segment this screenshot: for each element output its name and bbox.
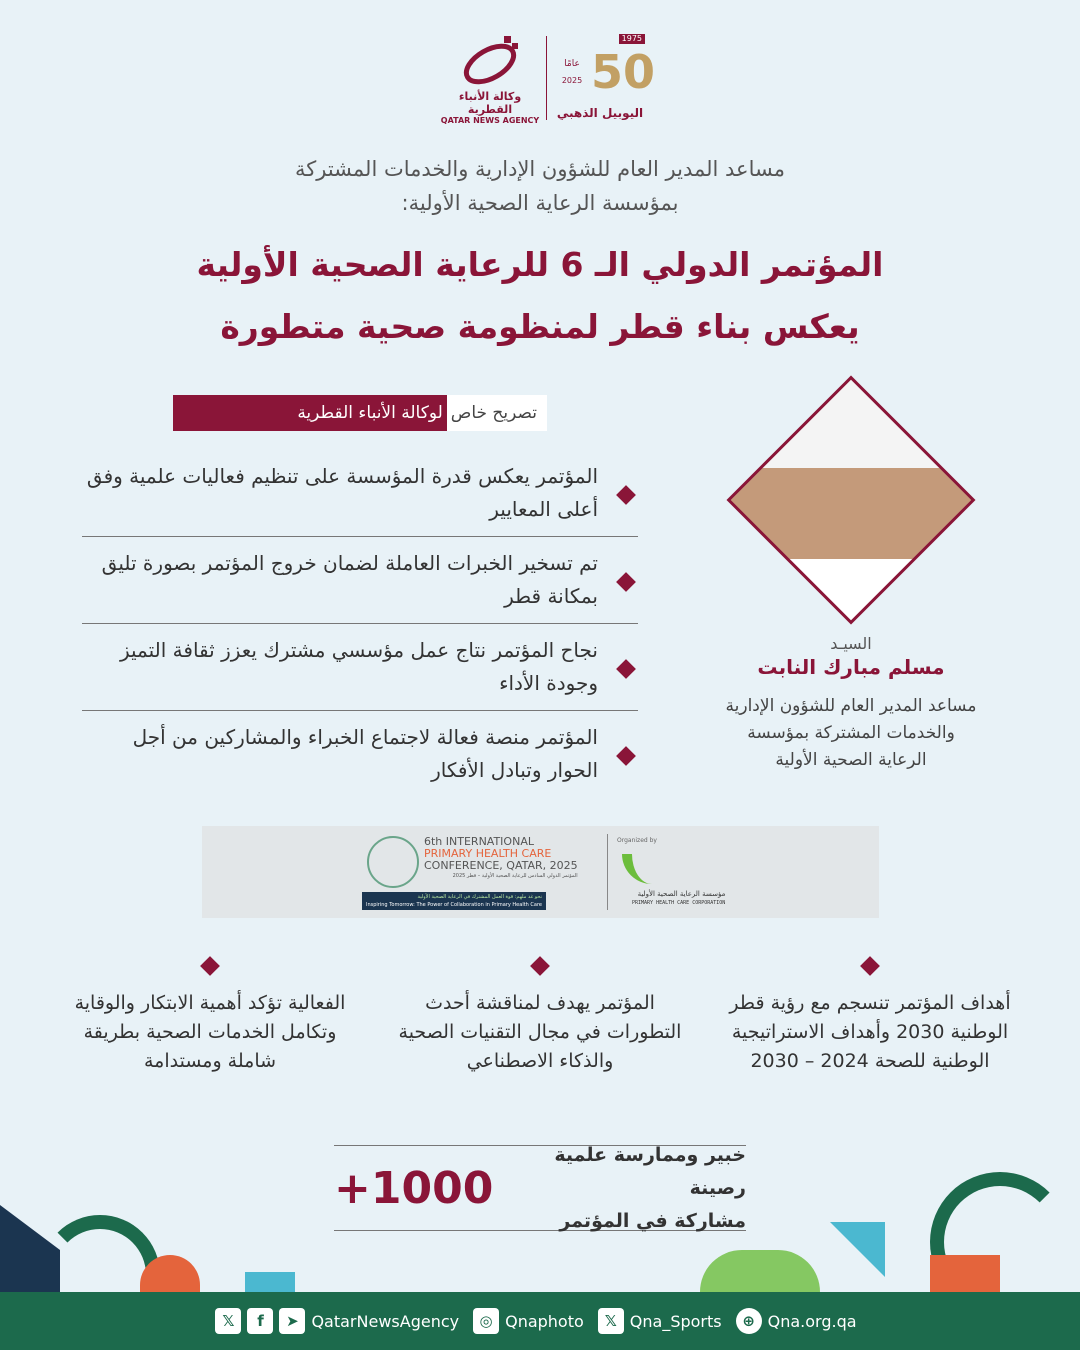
instagram-icon[interactable]: ◎ <box>473 1308 499 1334</box>
phcc-logo-icon <box>622 854 672 884</box>
diamond-bullet-icon <box>530 956 550 976</box>
point-text: المؤتمر منصة فعالة لاجتماع الخبراء والمشاركين من أجل الحوار وتبادل الأفكار <box>132 725 598 782</box>
person-role <box>700 693 1002 774</box>
social-handle[interactable]: QatarNewsAgency <box>311 1311 460 1331</box>
jubilee-label: اليوبيل الذهبي <box>556 106 644 120</box>
golden-jubilee-logo <box>555 34 656 124</box>
jubilee-years: عامًا <box>564 59 580 69</box>
highlight-item <box>60 955 360 1076</box>
banner-line: PRIMARY HEALTH CARE <box>424 847 552 860</box>
qna-name-ar: وكالة الأنباء القطرية <box>458 90 522 116</box>
org-name-ar: مؤسسة الرعاية الصحية الأولية <box>637 890 726 898</box>
highlight-item <box>390 955 690 1076</box>
diamond-bullet-icon <box>200 956 220 976</box>
x-icon[interactable]: 𝕏 <box>215 1308 241 1334</box>
honorific: السيـد <box>830 634 872 653</box>
stat-line: مشاركة في المؤتمر <box>559 1209 746 1232</box>
telegram-icon[interactable]: ➤ <box>279 1308 305 1334</box>
stat-description <box>507 1139 746 1238</box>
headline-line: يعكس بناء قطر لمنظومة صحية متطورة <box>220 307 860 346</box>
banner-line: 6th INTERNATIONAL <box>424 835 534 848</box>
person-name: مسلم مبارك النابت <box>757 655 945 679</box>
organized-by: Organized by <box>617 837 657 844</box>
facebook-icon[interactable]: f <box>247 1308 273 1334</box>
list-item <box>82 450 638 537</box>
list-item <box>82 537 638 624</box>
highlights <box>60 955 1020 1076</box>
tag-source: لوكالة الأنباء القطرية <box>173 395 447 431</box>
banner-slogan-ar: نحو غد ملهم: قوة العمل المشترك في الرعاية الصحية الأولية <box>417 894 543 900</box>
diamond-bullet-icon <box>616 485 636 505</box>
stat-number: +1000 <box>334 1162 494 1214</box>
diamond-bullet-icon <box>616 746 636 766</box>
exclusive-statement-tag <box>173 395 547 431</box>
point-text: تم تسخير الخبرات العاملة لضمان خروج المؤتمر بصورة تليق بمكانة قطر <box>101 551 598 608</box>
diamond-bullet-icon <box>616 572 636 592</box>
conference-emblem-icon <box>367 836 419 888</box>
subtitle-line: مساعد المدير العام للشؤون الإدارية والخدمات المشتركة <box>295 157 785 181</box>
social-handle[interactable]: Qnaphoto <box>505 1311 584 1331</box>
highlight-item <box>720 955 1020 1076</box>
qna-logo <box>440 34 540 124</box>
participants-stat <box>334 1145 746 1231</box>
point-text: المؤتمر يعكس قدرة المؤسسة على تنظيم فعاليات علمية وفق أعلى المعايير <box>86 464 598 521</box>
qna-name-en: QATAR NEWS AGENCY <box>440 116 540 125</box>
jubilee-number: 50 <box>591 45 656 99</box>
tag-prefix: تصريح خاص <box>450 403 537 423</box>
headline <box>100 234 980 358</box>
x-icon[interactable]: 𝕏 <box>598 1308 624 1334</box>
social-handle[interactable]: Qna_Sports <box>629 1311 722 1331</box>
list-item <box>82 711 638 798</box>
qna-emblem-icon <box>450 34 530 90</box>
role-line: والخدمات المشتركة بمؤسسة <box>747 723 955 743</box>
banner-slogan-en: Inspiring Tomorrow: The Power of Collaboration in Primary Health Care <box>366 902 543 908</box>
decorative-shape <box>245 1272 295 1292</box>
subtitle-line: بمؤسسة الرعاية الصحية الأولية: <box>401 191 679 215</box>
conference-banner <box>202 826 879 918</box>
banner-line: CONFERENCE, QATAR, 2025 <box>424 859 578 872</box>
subtitle <box>150 152 930 220</box>
person-photo <box>727 376 976 625</box>
jubilee-year-end: 2025 <box>561 76 583 85</box>
key-points-list <box>82 450 638 798</box>
person-info <box>700 634 1002 774</box>
role-line: الرعاية الصحية الأولية <box>775 750 927 770</box>
headline-line: المؤتمر الدولي الـ 6 للرعاية الصحية الأولية <box>196 245 884 284</box>
social-footer <box>0 1292 1080 1350</box>
banner-line-ar: المؤتمر الدولي السادس للرعاية الصحية الأولية – قطر 2025 <box>452 873 578 879</box>
highlight-text: الفعالية تؤكد أهمية الابتكار والوقاية وتكامل الخدمات الصحية بطريقة شاملة ومستدامة <box>74 992 346 1072</box>
org-name-en: PRIMARY HEALTH CARE CORPORATION <box>632 900 726 906</box>
stat-line: خبير وممارسة علمية رصينة <box>554 1143 746 1199</box>
point-text: نجاح المؤتمر نتاج عمل مؤسسي مشترك يعزز ثقافة التميز وجودة الأداء <box>119 638 598 695</box>
list-item <box>82 624 638 711</box>
logo-divider <box>546 36 547 120</box>
role-line: مساعد المدير العام للشؤون الإدارية <box>725 696 977 716</box>
decorative-shape <box>830 1222 885 1277</box>
decorative-shape <box>700 1250 820 1292</box>
jubilee-year-start: 1975 <box>619 34 645 44</box>
website-link[interactable]: Qna.org.qa <box>767 1311 857 1331</box>
diamond-bullet-icon <box>616 659 636 679</box>
diamond-bullet-icon <box>860 956 880 976</box>
decorative-shape <box>930 1255 1000 1292</box>
highlight-text: المؤتمر يهدف لمناقشة أحدث التطورات في مجال التقنيات الصحية والذكاء الاصطناعي <box>398 992 682 1072</box>
globe-icon[interactable]: ⊕ <box>736 1308 762 1334</box>
highlight-text: أهداف المؤتمر تنسجم مع رؤية قطر الوطنية 2030 وأهداف الاستراتيجية الوطنية للصحة 2024 – 2030 <box>729 992 1011 1072</box>
decorative-shape <box>0 1205 60 1295</box>
